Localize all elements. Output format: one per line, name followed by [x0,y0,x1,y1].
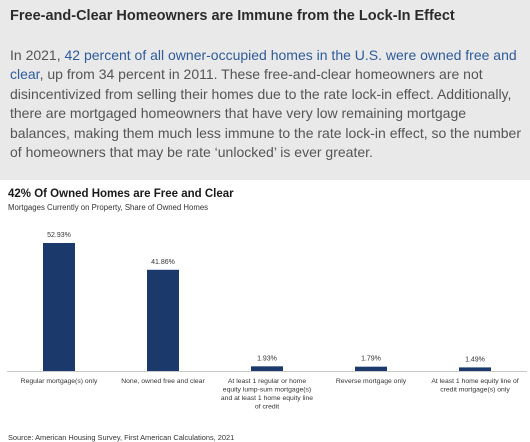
article-heading: Free-and-Clear Homeowners are Immune from the Lock-In Effect [10,8,455,24]
category-label-2: At least 1 regular or home equity lump-sum mortgage(s) and at least 1 home equity line of credit [220,378,314,411]
article-paragraph [10,46,526,162]
chart-source: Source: American Housing Survey, First American Calculations, 2021 [8,433,235,442]
category-label-3: Reverse mortgage only [335,378,407,385]
chart-title: 42% Of Owned Homes are Free and Clear [8,188,234,200]
bar-0 [43,243,75,371]
paragraph-link[interactable]: 42 percent of all owner-occupied homes in the U.S. were owned free and clear [10,47,517,83]
paragraph-intro: In 2021, [10,47,65,63]
bar-chart [0,180,530,430]
data-label-2: 1.93% [257,355,277,363]
bar-2 [251,366,283,371]
chart-card [0,180,530,442]
category-label-1: None, owned free and clear [121,378,205,385]
bar-1 [147,270,179,371]
paragraph-rest: , up from 34 percent in 2011. These free-and-clear homeowners are not disincentivized from selling their homes due to the rate lock-in effect. Additionally, there are mortgaged homeowners that have very low remaining mortgage balances, making them much less immune to the rate lock-in effect, so the number of homeowners that may be rate ‘unlocked’ is ever greater. [10,66,521,161]
data-label-0: 52.93% [47,232,71,240]
bar-4 [459,367,491,371]
bar-3 [355,367,387,371]
data-label-1: 41.86% [151,258,175,266]
data-label-3: 1.79% [361,355,381,363]
chart-subtitle: Mortgages Currently on Property, Share of Owned Homes [8,203,209,212]
data-label-4: 1.49% [465,356,485,364]
category-label-4: At least 1 home equity line of credit mortgage(s) only [431,378,519,394]
category-label-0: Regular mortgage(s) only [20,378,98,385]
